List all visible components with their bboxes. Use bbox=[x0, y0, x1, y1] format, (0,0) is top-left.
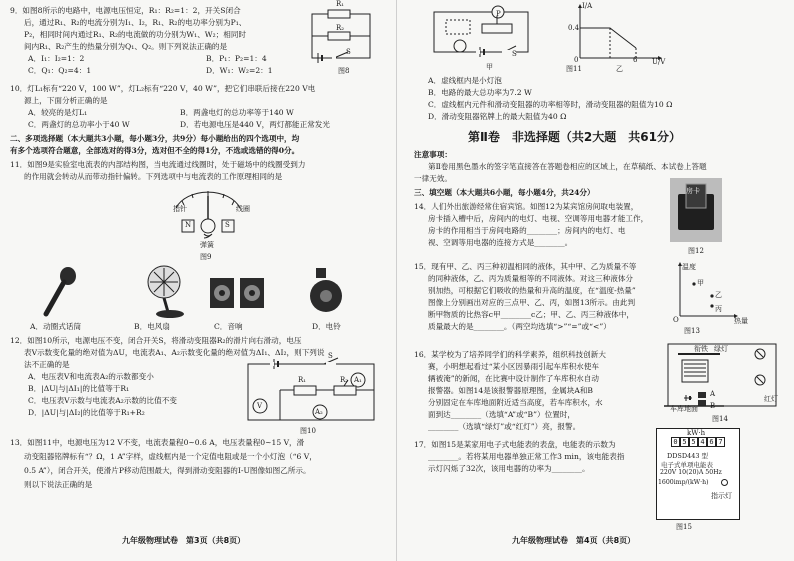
q15-line3: 别加热，可根据它们吸收的热量和升高的温度，在“温度-热量” bbox=[428, 286, 636, 295]
fig14-caption: 图14 bbox=[712, 415, 728, 423]
microphone-icon bbox=[40, 266, 80, 318]
meter-digit: 4 bbox=[698, 437, 707, 447]
q9-option-c[interactable]: C．Q₁：Q₂=4：1 bbox=[28, 66, 92, 75]
q13-option-c[interactable]: C．虚线框内元件和滑动变阻器的功率相等时，滑动变阻器的阻值为10 Ω bbox=[428, 100, 673, 109]
fig9-spring-label: 弹簧 bbox=[200, 241, 214, 249]
footer-page-4: 九年级物理试卷 第4页（共8页） bbox=[512, 536, 636, 545]
q14-line3: 房卡的作用相当于房间电路的________；房间内的电灯、电 bbox=[428, 226, 626, 235]
fig8-r2-label: R₂ bbox=[336, 24, 345, 32]
meter-digit: 6 bbox=[707, 437, 716, 447]
fig14-red-light: 红灯 bbox=[764, 395, 778, 403]
q15-line1: 15．现有甲、乙、丙三种初温相同的液体，其中甲、乙为质量不等 bbox=[414, 262, 637, 271]
fig11-s-label: S bbox=[512, 50, 517, 58]
meter-unit: kW·h bbox=[687, 429, 706, 437]
figure-8-circuit bbox=[308, 8, 376, 66]
electric-bell-icon bbox=[304, 266, 348, 316]
q17-line1: 17．如图15是某家用电子式电能表的表盘，电能表的示数为 bbox=[414, 440, 616, 449]
speaker-icon bbox=[208, 276, 268, 310]
q13-line2: 动变阻器铭牌标有“？Ω，1 A”字样，虚线框内是一个定值电阻或是一个小灯泡（“6 V， bbox=[24, 452, 317, 461]
fig11-yi-label: 乙 bbox=[616, 65, 623, 73]
fig11-tick-04: 0.4 bbox=[568, 24, 580, 32]
meter-digit: 5 bbox=[680, 437, 689, 447]
q10-option-d[interactable]: D．若电源电压是440 V，两灯都能正常发光 bbox=[180, 120, 330, 129]
fig9-s-pole: S bbox=[225, 221, 230, 229]
fig13-point-yi: 乙 bbox=[715, 291, 722, 299]
meter-impulse: 1600imp/(kW·h) bbox=[658, 479, 709, 486]
fig13-origin: O bbox=[673, 316, 679, 324]
fig13-caption: 图13 bbox=[684, 327, 700, 335]
q10-line2: 源上，下面分析正确的是 bbox=[24, 96, 108, 105]
notice-title: 注意事项： bbox=[414, 150, 452, 159]
fig11-p-label: P bbox=[496, 10, 501, 18]
figure-15-energy-meter bbox=[656, 428, 740, 520]
q9-line1: 9．如图8所示的电路中，电源电压恒定，R₁：R₂=1：2，开关S闭合 bbox=[10, 6, 241, 15]
footer-page-3: 九年级物理试卷 第3页（共8页） bbox=[122, 536, 246, 545]
fig8-s-label: S bbox=[346, 48, 351, 56]
q16-line7: ________（选填“绿灯”或“红灯”）亮，报警。 bbox=[428, 422, 581, 431]
meter-digit: 7 bbox=[716, 437, 725, 447]
q17-line3: 示灯闪烁了32次，该用电器的功率为________。 bbox=[428, 464, 590, 473]
figure-11-yi-iu-graph bbox=[566, 4, 666, 66]
fig13-point-jia: 甲 bbox=[697, 279, 704, 287]
page-fold bbox=[396, 0, 397, 561]
q16-line6: 面到达________（选填“A”或“B”）位置时， bbox=[428, 410, 575, 419]
q15-line4: 图像上分别画出对应的三点甲、乙、丙，如图13所示。由此判 bbox=[428, 298, 636, 307]
q15-line5: 断甲物质的比热容c甲________c乙；甲、乙、丙三种液体中， bbox=[428, 310, 634, 319]
meter-indicator-label: 指示灯 bbox=[711, 492, 732, 500]
fig10-s-label: S bbox=[328, 352, 333, 360]
figure-11-jia-circuit bbox=[430, 2, 534, 58]
fig8-caption: 图8 bbox=[338, 67, 350, 75]
fig11-i-axis: I/A bbox=[582, 2, 593, 10]
q11-option-c[interactable]: C．音响 bbox=[214, 322, 243, 331]
q14-line1: 14．人们外出旅游经常住宿宾馆。如图12为某宾馆房间取电装置， bbox=[414, 202, 639, 211]
q12-option-d[interactable]: D．|ΔU|与|ΔI₂|的比值等于R₁+R₂ bbox=[28, 408, 145, 417]
meter-digit: 0 bbox=[671, 437, 680, 447]
fig14-block-b: B bbox=[710, 402, 716, 410]
q16-line1: 16．某学校为了培养同学们的科学素养，组织科技创新大 bbox=[414, 350, 606, 359]
q15-line6: 质量最大的是________。（两空均选填“>”“=”或“<”） bbox=[428, 322, 611, 331]
fig11-tick-0: 0 bbox=[574, 56, 579, 64]
fig10-ammeter-a2: A₂ bbox=[315, 408, 323, 416]
fig14-green-light: 绿灯 bbox=[714, 345, 728, 353]
section2-line2: 有多个选项符合题意，全部选对的得3分，选对但不全的得1分，不选或选错的得0分。 bbox=[10, 146, 300, 155]
section2-line1: 二、多项选择题（本大题共3小题，每小题3分，共9分）每小题给出的四个选项中，均 bbox=[10, 134, 300, 143]
fig14-block-a: A bbox=[710, 390, 716, 398]
q13-line3: 0.5 A”），闭合开关，使滑片P移动范围最大，得到滑动变阻器的I-U图像如图乙所示。 bbox=[24, 466, 311, 475]
fig10-voltmeter-v: V bbox=[257, 402, 263, 410]
q14-line2: 房卡插入槽中后，房间内的电灯、电视、空调等用电器才能工作， bbox=[428, 214, 649, 223]
q13-option-a[interactable]: A．虚线框内是小灯泡 bbox=[428, 76, 502, 85]
q16-line2: 赛，小明想起看过“某小区因暴雨引起车库积水使车 bbox=[428, 362, 599, 371]
q10-option-b[interactable]: B．两盏电灯的总功率等于140 W bbox=[180, 108, 294, 117]
q13-line4: 则以下说法正确的是 bbox=[24, 480, 93, 489]
fig14-armature: 衔铁 bbox=[694, 345, 708, 353]
fig14-garage-floor: 车库地面 bbox=[670, 405, 698, 413]
fig10-r2-label: R₂ bbox=[340, 376, 349, 384]
indicator-light-icon bbox=[721, 479, 728, 486]
fig8-r1-label: R₁ bbox=[336, 0, 345, 8]
fig15-caption: 图15 bbox=[676, 523, 692, 531]
q9-line2: 后，通过R₁、R₂的电流分别为I₁、I₂，R₁、R₂的电功率分别为P₁、 bbox=[24, 18, 247, 27]
meter-type: 电子式单项电能表 bbox=[661, 461, 713, 469]
q10-option-c[interactable]: C．两盏灯的总功率小于40 W bbox=[28, 120, 130, 129]
fig9-coil-label: 线圈 bbox=[236, 205, 250, 213]
meter-digit: 5 bbox=[689, 437, 698, 447]
meter-model: DDSD443 型 bbox=[667, 452, 709, 460]
q10-option-a[interactable]: A．较亮的是灯L₁ bbox=[28, 108, 88, 117]
q17-line2: ________。若将某用电器单独正常工作3 min，该电能表指 bbox=[428, 452, 625, 461]
fig12-caption: 图12 bbox=[688, 247, 704, 255]
q12-line2: 表V示数变化量的绝对值为ΔU，电流表A₁、A₂示数变化量的绝对值为ΔI₁、ΔI₂，则下列说 bbox=[24, 348, 325, 357]
q12-option-c[interactable]: C．电压表V示数与电流表A₂示数的比值不变 bbox=[28, 396, 177, 405]
fig9-pointer-label: 指针 bbox=[173, 205, 187, 213]
notice-line2: 一律无效。 bbox=[414, 174, 452, 183]
fig13-x-axis: 热量 bbox=[734, 317, 748, 325]
q12-line1: 12．如图10所示，电源电压不变，闭合开关S，将滑动变阻器R₂的滑片向右滑动，电压 bbox=[10, 336, 302, 345]
fig9-caption: 图9 bbox=[200, 253, 212, 261]
fig9-n-pole: N bbox=[185, 221, 192, 229]
q11-option-a[interactable]: A．动圈式话筒 bbox=[30, 322, 82, 331]
fig10-caption: 图10 bbox=[300, 427, 316, 435]
q12-line3: 法不正确的是 bbox=[24, 360, 70, 369]
q11-option-b[interactable]: B．电风扇 bbox=[134, 322, 170, 331]
q14-line4: 视、空调等用电器的连接方式是________。 bbox=[428, 238, 573, 247]
fig12-card-label: 房卡 bbox=[686, 187, 700, 195]
q13-option-b[interactable]: B．电路的最大总功率为7.2 W bbox=[428, 88, 532, 97]
q13-option-d[interactable]: D．滑动变阻器铭牌上的最大阻值为40 Ω bbox=[428, 112, 567, 121]
fig10-r1-label: R₁ bbox=[298, 376, 307, 384]
q9-option-a[interactable]: A．I₁：I₂=1：2 bbox=[28, 54, 85, 63]
q10-line1: 10．灯L₁标有“220 V，100 W”，灯L₂标有“220 V，40 W”，把它们串联后接在220 V电 bbox=[10, 84, 316, 93]
q9-option-d[interactable]: D．W₁：W₂=2：1 bbox=[206, 66, 273, 75]
q13-line1: 13．如图11中，电源电压为12 V不变，电流表量程0~0.6 A，电压表量程0~15 V，滑 bbox=[10, 438, 305, 447]
fig13-point-bing: 丙 bbox=[715, 305, 722, 313]
q9-line4: 间内R₁、R₂产生的热量分别为Q₁、Q₂。则下列说法正确的是 bbox=[24, 42, 228, 51]
part2-heading: 第Ⅱ卷 非选择题（共2大题 共61分） bbox=[468, 130, 681, 144]
q12-option-b[interactable]: B．|ΔU|与|ΔI₁|的比值等于R₁ bbox=[28, 384, 130, 393]
q11-line2: 的作用就会转动从而带动指针偏转。下列选项中与电流表的工作原理相同的是 bbox=[24, 172, 283, 181]
q9-option-b[interactable]: B．P₁：P₂=1：4 bbox=[206, 54, 267, 63]
q12-option-a[interactable]: A．电压表V和电流表A₂的示数都变小 bbox=[28, 372, 154, 381]
q16-line4: 报警器。如图14是该报警器原理图，金属块A和B bbox=[428, 386, 594, 395]
q16-line3: 辆被淹”的新闻，在比赛中设计制作了车库积水自动 bbox=[428, 374, 599, 383]
q9-line3: P₂，相同时间内通过R₁、R₂的电流做的功分别为W₁、W₂；相同时 bbox=[24, 30, 247, 39]
fig13-y-axis: 温度 bbox=[682, 263, 696, 271]
q15-line2: 的同种液体，乙、丙为质量相等的不同液体。对这三种液体分 bbox=[428, 274, 634, 283]
meter-rating: 220V 10(20)A 50Hz bbox=[660, 469, 722, 476]
fig11-caption: 图11 bbox=[566, 65, 582, 73]
notice-line1: 第Ⅱ卷用黑色墨水的签字笔直接答在答题卷相应的区域上，在草稿纸、本试卷上答题 bbox=[428, 162, 707, 171]
fig10-ammeter-a1: A₁ bbox=[354, 376, 362, 384]
section3-heading: 三、填空题（本大题共6小题，每小题4分，共24分） bbox=[414, 188, 595, 197]
fig11-tick-6: 6 bbox=[633, 56, 638, 64]
fig11-jia-label: 甲 bbox=[486, 63, 493, 71]
figure-10-circuit bbox=[240, 356, 382, 426]
fig11-u-axis: U/V bbox=[652, 58, 666, 66]
electric-fan-icon bbox=[142, 264, 190, 320]
q11-option-d[interactable]: D．电铃 bbox=[312, 322, 341, 331]
q16-line5: 分别固定在车库地面附近适当高度，若车库积水，水 bbox=[428, 398, 603, 407]
q11-line1: 11．如图9是实验室电流表的内部结构图，当电流通过线圈时，处于磁场中的线圈受到力 bbox=[10, 160, 306, 169]
